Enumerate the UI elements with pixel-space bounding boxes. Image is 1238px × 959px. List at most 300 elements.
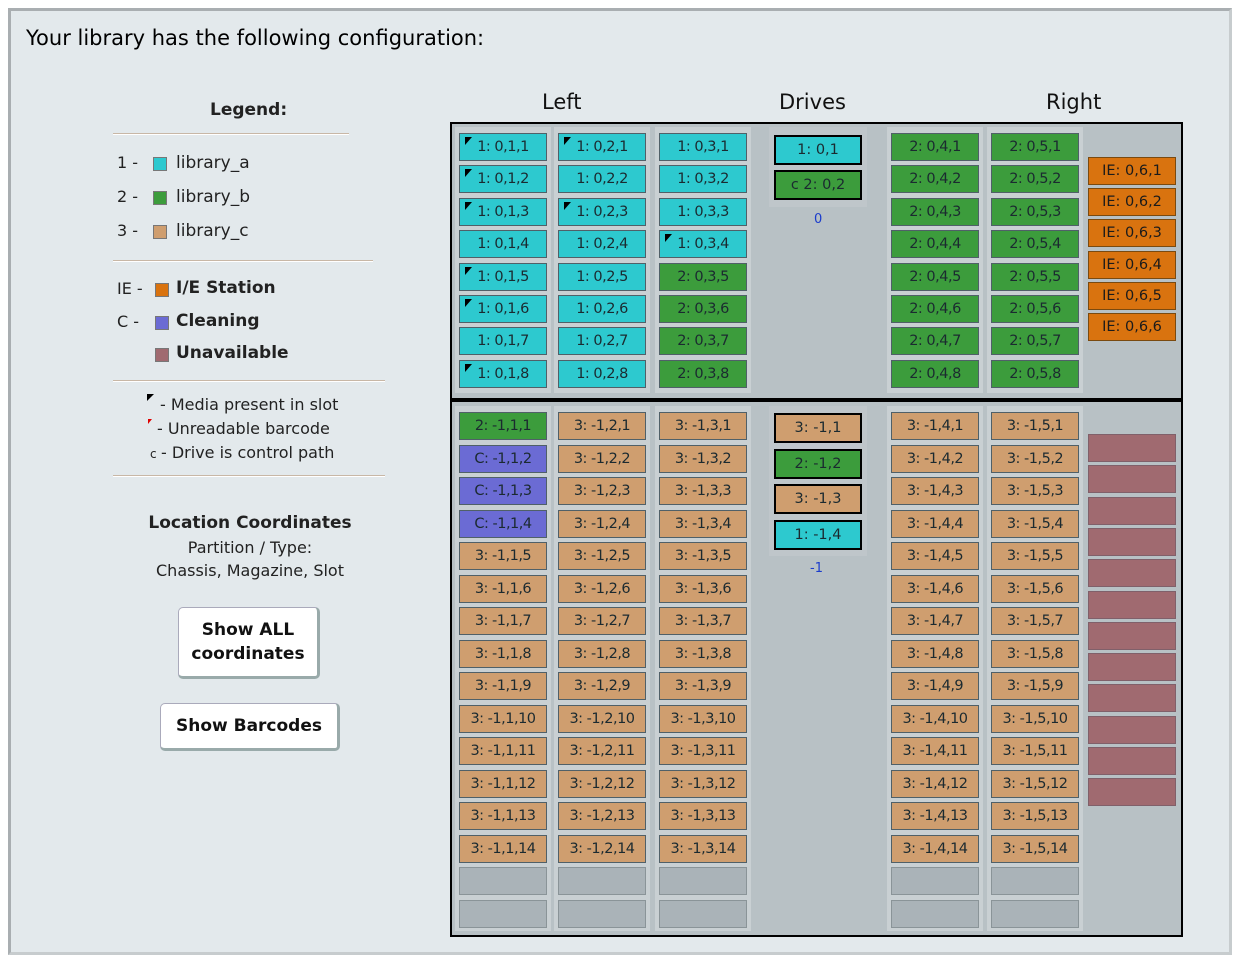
slot-label: 3: -1,5,2 — [1006, 450, 1064, 467]
slot[interactable] — [659, 263, 747, 291]
slot[interactable] — [558, 198, 646, 226]
slot[interactable] — [659, 835, 747, 863]
show-all-coordinates-label-2: coordinates — [191, 644, 305, 664]
slot[interactable] — [991, 510, 1079, 538]
slot-label: 1: 0,3,2 — [677, 171, 729, 188]
page-title: Your library has the following configuration: — [26, 26, 485, 50]
header-right: Right — [1046, 90, 1102, 114]
slot-label: 3: -1,5,1 — [1006, 418, 1064, 434]
legend-key-cleaning: C - — [117, 312, 140, 331]
drive-label: 2: -1,2 — [794, 455, 842, 472]
slot[interactable] — [891, 835, 979, 863]
empty-slot — [558, 867, 646, 895]
slot[interactable] — [659, 165, 747, 193]
slot-label: 2: 0,3,6 — [677, 301, 729, 317]
slot[interactable] — [558, 575, 646, 603]
unavailable-slot — [1088, 434, 1176, 462]
slot[interactable] — [891, 542, 979, 570]
slot-label: 3: -1,2,1 — [573, 418, 631, 434]
slot[interactable] — [991, 672, 1079, 700]
coordinates-line-1: Partition / Type: — [187, 538, 313, 557]
slot-label: 3: -1,4,11 — [902, 743, 968, 759]
slot-label: 3: -1,5,4 — [1006, 515, 1064, 532]
slot[interactable] — [459, 575, 547, 603]
library-a-swatch — [153, 157, 167, 171]
slot[interactable] — [891, 230, 979, 258]
drive-label: 3: -1,3 — [794, 491, 842, 507]
slot-label: 3: -1,2,6 — [573, 580, 631, 597]
slot[interactable] — [891, 445, 979, 473]
slot-label: 3: -1,5,12 — [1002, 775, 1068, 792]
legend-title: Legend: — [210, 100, 288, 120]
slot-label: 3: -1,4,14 — [902, 840, 968, 857]
slot-label: 2: 0,4,3 — [909, 203, 961, 220]
slot-label: 1: 0,1,1 — [477, 139, 529, 155]
slot[interactable] — [659, 360, 747, 388]
legend-divider — [113, 475, 385, 477]
slot-label: 3: -1,4,13 — [902, 808, 968, 824]
slot-label: 1: 0,1,8 — [477, 365, 529, 382]
slot[interactable] — [891, 575, 979, 603]
unavailable-slot — [1088, 465, 1176, 493]
slot-label: C: -1,1,2 — [474, 450, 532, 467]
slot[interactable] — [991, 360, 1079, 388]
drive-slot[interactable] — [774, 413, 862, 443]
slot[interactable] — [659, 327, 747, 355]
slot-label: 3: -1,5,3 — [1006, 483, 1064, 499]
media-present-flag-icon — [147, 394, 154, 401]
slot[interactable] — [891, 295, 979, 323]
slot-label: 3: -1,2,8 — [573, 645, 631, 662]
slot-label: 2: 0,5,7 — [1009, 333, 1061, 350]
slot[interactable] — [459, 230, 547, 258]
slot-label: 2: 0,5,5 — [1009, 268, 1061, 285]
slot-label: 1: 0,1,6 — [477, 301, 529, 317]
slot-label: 3: -1,1,14 — [470, 840, 536, 857]
unavailable-slot — [1088, 622, 1176, 650]
slot[interactable] — [991, 477, 1079, 505]
ie-slot[interactable] — [1088, 188, 1176, 216]
slot[interactable] — [891, 165, 979, 193]
slot[interactable] — [459, 770, 547, 798]
slot[interactable] — [558, 835, 646, 863]
slot-label: 3: -1,1,9 — [474, 678, 532, 694]
slot-label: 3: -1,2,12 — [569, 775, 635, 792]
unreadable-barcode-flag-icon — [148, 419, 152, 424]
empty-slot — [991, 900, 1079, 928]
legend-key-library-a: 1 - — [117, 153, 139, 172]
slot-label: 1: 0,1,5 — [477, 268, 529, 285]
slot-label: 2: 0,5,8 — [1009, 365, 1061, 382]
slot-label: 3: -1,3,3 — [674, 483, 732, 499]
slot-label: 3: -1,5,10 — [1002, 710, 1068, 727]
drive-chassis-index: -1 — [810, 561, 823, 576]
show-barcodes-button[interactable] — [160, 703, 340, 751]
slot[interactable] — [659, 705, 747, 733]
slot[interactable] — [659, 445, 747, 473]
slot-label: 1: 0,1,2 — [477, 171, 529, 188]
slot[interactable] — [991, 412, 1079, 440]
slot[interactable] — [891, 705, 979, 733]
slot-label: 2: 0,4,5 — [909, 268, 961, 285]
legend-divider — [113, 380, 385, 382]
slot[interactable] — [659, 230, 747, 258]
slot[interactable] — [991, 165, 1079, 193]
slot-label: 3: -1,5,5 — [1006, 548, 1064, 564]
slot[interactable] — [558, 705, 646, 733]
slot[interactable] — [459, 445, 547, 473]
unavailable-swatch — [155, 348, 169, 362]
slot[interactable] — [991, 295, 1079, 323]
slot-label: 3: -1,4,12 — [902, 775, 968, 792]
slot-label: C: -1,1,4 — [474, 515, 532, 532]
slot[interactable] — [991, 198, 1079, 226]
slot[interactable] — [459, 705, 547, 733]
slot[interactable] — [891, 510, 979, 538]
slot-label: 1: 0,2,5 — [576, 268, 628, 285]
slot[interactable] — [459, 835, 547, 863]
slot[interactable] — [991, 263, 1079, 291]
unavailable-slot — [1088, 559, 1176, 587]
slot[interactable] — [558, 477, 646, 505]
drive-label: 3: -1,1 — [794, 420, 842, 436]
drive-slot[interactable] — [774, 484, 862, 514]
slot-label: 1: 0,1,3 — [477, 203, 529, 220]
slot-label: 3: -1,3,8 — [674, 645, 732, 662]
slot[interactable] — [891, 607, 979, 635]
slot[interactable] — [558, 607, 646, 635]
legend-label-unavailable: Unavailable — [176, 343, 289, 363]
slot-label: 1: 0,2,8 — [576, 365, 628, 382]
slot[interactable] — [891, 360, 979, 388]
slot-label: 3: -1,1,10 — [470, 710, 536, 727]
slot[interactable] — [891, 412, 979, 440]
slot[interactable] — [459, 802, 547, 830]
legend-divider — [113, 260, 373, 262]
slot-label: 3: -1,2,10 — [569, 710, 635, 727]
slot[interactable] — [991, 705, 1079, 733]
slot[interactable] — [891, 263, 979, 291]
control-path-marker: c — [150, 447, 157, 461]
empty-slot — [891, 867, 979, 895]
section-divider — [450, 398, 1183, 402]
slot-label: 3: -1,2,13 — [569, 808, 635, 824]
slot[interactable] — [891, 327, 979, 355]
slot-label: 3: -1,4,10 — [902, 710, 968, 727]
slot-label: 1: 0,2,6 — [576, 301, 628, 317]
slot[interactable] — [459, 607, 547, 635]
ie-slot[interactable] — [1088, 313, 1176, 341]
slot-label: 3: -1,1,6 — [474, 580, 532, 597]
slot[interactable] — [991, 230, 1079, 258]
slot-label: 3: -1,1,12 — [470, 775, 536, 792]
ie-slot[interactable] — [1088, 282, 1176, 310]
media-present-icon — [564, 202, 571, 210]
drive-slot[interactable] — [774, 135, 862, 165]
ie-slot-label: IE: 0,6,6 — [1102, 319, 1162, 335]
slot[interactable] — [659, 607, 747, 635]
slot-label: 1: 0,1,7 — [477, 333, 529, 350]
slot[interactable] — [659, 737, 747, 765]
legend-label-library-b: library_b — [176, 187, 250, 207]
slot[interactable] — [558, 737, 646, 765]
slot-label: 3: -1,5,8 — [1006, 645, 1064, 662]
header-drives: Drives — [779, 90, 846, 114]
slot-label: 3: -1,4,3 — [906, 483, 964, 499]
legend-key-library-b: 2 - — [117, 187, 139, 206]
slot-label: 2: 0,5,3 — [1009, 203, 1061, 220]
slot[interactable] — [558, 295, 646, 323]
slot[interactable] — [558, 230, 646, 258]
slot[interactable] — [459, 295, 547, 323]
slot[interactable] — [991, 607, 1079, 635]
empty-slot — [659, 900, 747, 928]
legend-label-library-c: library_c — [176, 221, 249, 241]
legend-divider — [113, 133, 349, 135]
slot[interactable] — [558, 327, 646, 355]
slot[interactable] — [459, 510, 547, 538]
slot-label: 2: 0,5,2 — [1009, 171, 1061, 188]
ie-slot[interactable] — [1088, 157, 1176, 185]
slot-label: 2: 0,3,5 — [677, 268, 729, 285]
slot-label: 3: -1,4,4 — [906, 515, 964, 532]
slot[interactable] — [891, 770, 979, 798]
unavailable-slot — [1088, 778, 1176, 806]
slot[interactable] — [891, 133, 979, 161]
coordinates-title: Location Coordinates — [148, 513, 352, 533]
slot[interactable] — [459, 327, 547, 355]
slot[interactable] — [558, 445, 646, 473]
empty-slot — [558, 900, 646, 928]
slot[interactable] — [891, 198, 979, 226]
slot[interactable] — [459, 477, 547, 505]
slot-label: 3: -1,4,9 — [906, 678, 964, 694]
legend-label-ie-station: I/E Station — [176, 278, 276, 298]
slot[interactable] — [991, 575, 1079, 603]
slot-label: 3: -1,2,7 — [573, 613, 631, 629]
slot[interactable] — [891, 640, 979, 668]
slot-label: 3: -1,1,11 — [470, 743, 536, 759]
slot[interactable] — [558, 802, 646, 830]
unavailable-slot — [1088, 747, 1176, 775]
slot[interactable] — [659, 477, 747, 505]
empty-slot — [459, 900, 547, 928]
slot[interactable] — [659, 510, 747, 538]
media-present-icon — [465, 267, 472, 275]
empty-slot — [459, 867, 547, 895]
slot-label: 3: -1,3,9 — [674, 678, 732, 694]
slot[interactable] — [659, 412, 747, 440]
header-left: Left — [542, 90, 582, 114]
ie-slot-label: IE: 0,6,4 — [1102, 256, 1162, 273]
slot[interactable] — [659, 133, 747, 161]
slot[interactable] — [659, 198, 747, 226]
slot[interactable] — [891, 672, 979, 700]
slot[interactable] — [459, 133, 547, 161]
show-barcodes-label: Show Barcodes — [175, 716, 323, 736]
slot[interactable] — [558, 542, 646, 570]
unavailable-slot — [1088, 684, 1176, 712]
library-c-swatch — [153, 225, 167, 239]
slot-label: 3: -1,1,7 — [474, 613, 532, 629]
slot-label: 3: -1,5,6 — [1006, 580, 1064, 597]
slot[interactable] — [459, 360, 547, 388]
slot[interactable] — [659, 542, 747, 570]
slot-label: 3: -1,5,7 — [1006, 613, 1064, 629]
slot[interactable] — [459, 640, 547, 668]
show-all-coordinates-label-1: Show ALL — [201, 620, 295, 640]
slot-label: 1: 0,1,4 — [477, 236, 529, 253]
slot[interactable] — [659, 640, 747, 668]
slot-label: 3: -1,1,8 — [474, 645, 532, 662]
slot[interactable] — [459, 263, 547, 291]
unavailable-slot — [1088, 653, 1176, 681]
slot-label: 1: 0,3,1 — [677, 139, 729, 155]
note-control-path: - Drive is control path — [161, 443, 335, 462]
slot[interactable] — [459, 737, 547, 765]
media-present-icon — [465, 364, 472, 372]
slot[interactable] — [558, 263, 646, 291]
slot[interactable] — [459, 165, 547, 193]
slot[interactable] — [891, 802, 979, 830]
slot-label: 3: -1,3,4 — [674, 515, 732, 532]
slot-label: 3: -1,3,13 — [670, 808, 736, 824]
slot[interactable] — [991, 640, 1079, 668]
slot[interactable] — [991, 327, 1079, 355]
unavailable-slot — [1088, 497, 1176, 525]
slot[interactable] — [459, 412, 547, 440]
legend-label-cleaning: Cleaning — [176, 311, 260, 331]
slot[interactable] — [991, 835, 1079, 863]
drive-label: c 2: 0,2 — [790, 177, 846, 193]
cleaning-swatch — [155, 316, 169, 330]
slot-label: 3: -1,3,7 — [674, 613, 732, 629]
slot-label: 3: -1,2,4 — [573, 515, 631, 532]
slot-label: 3: -1,3,5 — [674, 548, 732, 564]
slot[interactable] — [659, 672, 747, 700]
slot-label: 3: -1,3,6 — [674, 580, 732, 597]
drive-label: 1: 0,1 — [797, 142, 839, 158]
slot-label: 3: -1,2,14 — [569, 840, 635, 857]
slot-label: 3: -1,5,11 — [1002, 743, 1068, 759]
slot[interactable] — [459, 672, 547, 700]
slot-label: 1: 0,2,2 — [576, 171, 628, 188]
legend-key-library-c: 3 - — [117, 221, 139, 240]
slot[interactable] — [558, 360, 646, 388]
slot-label: 3: -1,3,14 — [670, 840, 736, 857]
slot-label: 3: -1,4,2 — [906, 450, 964, 467]
slot-label: 3: -1,3,11 — [670, 743, 736, 759]
slot-label: C: -1,1,3 — [474, 483, 532, 499]
slot[interactable] — [459, 542, 547, 570]
slot-label: 2: 0,5,4 — [1009, 236, 1061, 253]
slot[interactable] — [991, 133, 1079, 161]
slot-label: 1: 0,2,7 — [576, 333, 628, 350]
slot[interactable] — [558, 412, 646, 440]
media-present-icon — [465, 169, 472, 177]
slot-label: 1: 0,3,3 — [677, 203, 729, 220]
slot-label: 3: -1,2,2 — [573, 450, 631, 467]
slot[interactable] — [659, 295, 747, 323]
ie-slot-label: IE: 0,6,3 — [1102, 225, 1162, 242]
slot[interactable] — [991, 737, 1079, 765]
slot[interactable] — [659, 770, 747, 798]
slot[interactable] — [659, 575, 747, 603]
note-media-present: - Media present in slot — [160, 395, 339, 414]
ie-slot[interactable] — [1088, 219, 1176, 247]
slot-label: 2: 0,3,7 — [677, 333, 729, 350]
media-present-icon — [465, 299, 472, 307]
slot[interactable] — [659, 802, 747, 830]
slot[interactable] — [991, 770, 1079, 798]
slot-label: 2: -1,1,1 — [474, 418, 532, 434]
slot[interactable] — [991, 445, 1079, 473]
ie-slot-label: IE: 0,6,1 — [1102, 163, 1162, 179]
legend-label-library-a: library_a — [176, 153, 250, 173]
slot-label: 2: 0,4,7 — [909, 333, 961, 350]
slot[interactable] — [558, 510, 646, 538]
slot-label: 3: -1,4,6 — [906, 580, 964, 597]
drive-slot[interactable] — [774, 449, 862, 479]
slot-label: 2: 0,4,4 — [909, 236, 961, 253]
slot[interactable] — [558, 672, 646, 700]
media-present-icon — [564, 137, 571, 145]
slot-label: 3: -1,3,1 — [674, 418, 732, 434]
slot[interactable] — [991, 542, 1079, 570]
slot-label: 2: 0,4,1 — [909, 139, 961, 155]
slot-label: 3: -1,4,8 — [906, 645, 964, 662]
slot-label: 3: -1,3,12 — [670, 775, 736, 792]
slot[interactable] — [558, 640, 646, 668]
slot-label: 3: -1,4,1 — [906, 418, 964, 434]
slot-label: 2: 0,4,2 — [909, 171, 961, 188]
unavailable-slot — [1088, 528, 1176, 556]
slot-label: 2: 0,3,8 — [677, 365, 729, 382]
coordinates-line-2: Chassis, Magazine, Slot — [156, 561, 344, 580]
slot-label: 1: 0,2,4 — [576, 236, 628, 253]
slot-label: 3: -1,3,10 — [670, 710, 736, 727]
empty-slot — [991, 867, 1079, 895]
slot-label: 3: -1,5,9 — [1006, 678, 1064, 694]
drive-slot[interactable] — [774, 520, 862, 550]
slot-label: 3: -1,2,9 — [573, 678, 631, 694]
ie-slot[interactable] — [1088, 251, 1176, 279]
slot[interactable] — [459, 198, 547, 226]
slot[interactable] — [991, 802, 1079, 830]
slot[interactable] — [891, 477, 979, 505]
slot[interactable] — [558, 165, 646, 193]
ie-station-swatch — [155, 283, 169, 297]
ie-slot-label: IE: 0,6,5 — [1102, 287, 1162, 304]
slot-label: 1: 0,2,3 — [576, 203, 628, 220]
drive-slot[interactable] — [774, 170, 862, 200]
slot[interactable] — [891, 737, 979, 765]
slot-label: 1: 0,3,4 — [677, 236, 729, 253]
media-present-icon — [465, 137, 472, 145]
slot[interactable] — [558, 133, 646, 161]
slot-label: 2: 0,4,6 — [909, 301, 961, 317]
show-all-coordinates-button[interactable] — [178, 607, 320, 679]
note-unreadable-barcode: - Unreadable barcode — [157, 419, 330, 438]
ie-slot-label: IE: 0,6,2 — [1102, 194, 1162, 211]
slot-label: 3: -1,5,14 — [1002, 840, 1068, 857]
media-present-icon — [665, 234, 672, 242]
slot-label: 3: -1,2,11 — [569, 743, 635, 759]
slot-label: 2: 0,5,6 — [1009, 301, 1061, 317]
slot-label: 1: 0,2,1 — [576, 139, 628, 155]
slot[interactable] — [558, 770, 646, 798]
slot-label: 3: -1,3,2 — [674, 450, 732, 467]
